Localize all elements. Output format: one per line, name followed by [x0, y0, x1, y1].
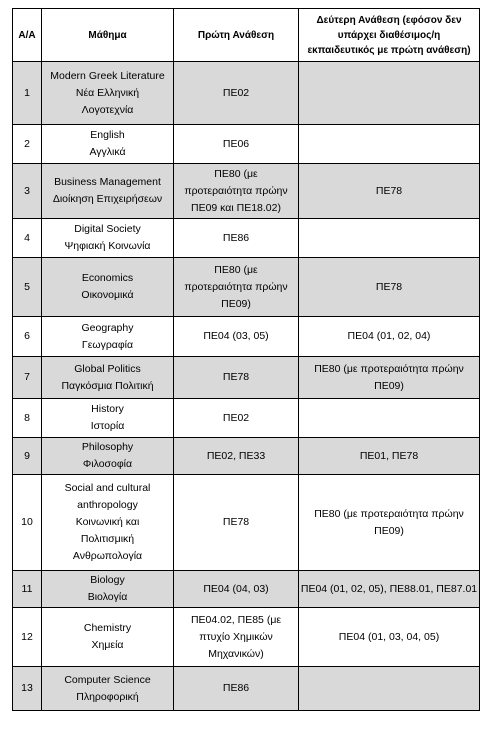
- first-assignment-cell-line: ΠΕ78: [222, 371, 250, 383]
- second-assignment-cell: [299, 667, 480, 711]
- first-assignment-cell: [174, 608, 299, 667]
- second-assignment-cell: [299, 571, 480, 608]
- subject-cell: [42, 438, 174, 475]
- second-assignment-cell: [299, 438, 480, 475]
- subject-cell-line: Αγγλικά: [89, 146, 126, 158]
- first-assignment-cell-line: ΠΕ02: [222, 411, 250, 424]
- second-assignment-cell-line: ΠΕ01, ΠΕ78: [359, 449, 419, 462]
- subject-cell: [42, 571, 174, 608]
- subject-cell-line: Βιολογία: [87, 591, 128, 603]
- row-number: 6: [13, 317, 42, 357]
- subject-cell-line: Computer Science: [64, 673, 151, 686]
- first-assignment-cell-line: προτεραιότητα πρώην: [184, 280, 288, 293]
- subject-cell-line: Διοίκηση Επιχειρήσεων: [52, 193, 163, 205]
- subject-cell: [42, 317, 174, 357]
- first-assignment-cell-line: Μηχανικών): [208, 647, 264, 660]
- subject-cell: [42, 357, 174, 399]
- first-assignment-cell-line: ΠΕ86: [222, 682, 250, 694]
- table-row: [13, 219, 480, 258]
- row-number: 3: [13, 164, 42, 219]
- second-assignment-cell: [299, 399, 480, 438]
- first-assignment-cell: [174, 438, 299, 475]
- subject-cell-line: Πληροφορική: [76, 690, 139, 703]
- subject-cell-line: Νέα Ελληνική: [75, 86, 140, 99]
- table-row: [13, 258, 480, 317]
- first-assignment-cell: [174, 475, 299, 571]
- subject-cell: [42, 475, 174, 571]
- first-assignment-cell: [174, 571, 299, 608]
- first-assignment-cell-line: πτυχίο Χημικών: [199, 630, 273, 643]
- header-second-line: Δεύτερη Ανάθεση (εφόσον δεν: [316, 14, 462, 26]
- subject-cell: [42, 62, 174, 125]
- table-row: [13, 317, 480, 357]
- first-assignment-cell-line: ΠΕ80 (με: [214, 167, 258, 180]
- first-assignment-cell-line: ΠΕ02: [222, 86, 250, 99]
- subject-cell-line: Κοινωνική και: [75, 516, 140, 528]
- row-number: 2: [13, 125, 42, 164]
- second-assignment-cell: [299, 608, 480, 667]
- subject-cell-line: Geography: [81, 321, 134, 334]
- first-assignment-cell-line: ΠΕ86: [222, 231, 250, 244]
- subject-cell-line: Social and cultural: [64, 482, 151, 494]
- second-assignment-cell: [299, 475, 480, 571]
- subject-cell-line: Λογοτεχνία: [81, 103, 134, 116]
- second-assignment-cell: [299, 164, 480, 219]
- table-row: [13, 475, 480, 571]
- table-row: [13, 667, 480, 711]
- header-second-line: υπάρχει διαθέσιμος/η: [337, 29, 441, 41]
- header-aa: A/A: [13, 9, 42, 62]
- second-assignment-cell: [299, 219, 480, 258]
- row-number: 8: [13, 399, 42, 438]
- subject-cell-line: History: [91, 403, 124, 415]
- first-assignment-cell: [174, 219, 299, 258]
- row-number: 11: [13, 571, 42, 608]
- first-assignment-cell-line: ΠΕ80 (με: [214, 263, 258, 276]
- table-row: [13, 438, 480, 475]
- subject-cell-line: Chemistry: [83, 622, 132, 634]
- second-assignment-cell-line: ΠΕ78: [375, 280, 403, 293]
- header-second-line: εκπαιδευτικός με πρώτη ανάθεση): [307, 44, 471, 56]
- table-row: [13, 357, 480, 399]
- table-row: [13, 125, 480, 164]
- row-number: 1: [13, 62, 42, 125]
- row-number: 13: [13, 667, 42, 711]
- first-assignment-cell: [174, 667, 299, 711]
- row-number: 4: [13, 219, 42, 258]
- first-assignment-cell: [174, 62, 299, 125]
- subject-cell-line: Philosophy: [81, 441, 134, 453]
- subject-cell-line: Global Politics: [74, 362, 141, 375]
- second-assignment-cell-line: ΠΕ04 (01, 02, 05), ΠΕ88.01, ΠΕ87.01: [300, 582, 478, 595]
- second-assignment-cell-line: ΠΕ09): [374, 379, 404, 392]
- subject-cell-line: Economics: [81, 272, 134, 284]
- subject-cell-line: English: [90, 129, 125, 141]
- subject-cell-line: Χημεία: [91, 639, 124, 651]
- subject-cell: [42, 125, 174, 164]
- first-assignment-cell-line: ΠΕ06: [222, 137, 250, 150]
- table-row: [13, 399, 480, 438]
- subject-cell-line: anthropology: [77, 499, 138, 511]
- table-row: [13, 608, 480, 667]
- assignment-table: [12, 8, 480, 711]
- first-assignment-cell-line: ΠΕ04 (03, 05): [203, 330, 269, 342]
- subject-cell: [42, 164, 174, 219]
- table-row: [13, 164, 480, 219]
- second-assignment-cell: [299, 258, 480, 317]
- row-number: 10: [13, 475, 42, 571]
- second-assignment-cell: [299, 357, 480, 399]
- row-number: 12: [13, 608, 42, 667]
- header-second-assignment: [299, 9, 480, 62]
- subject-cell-line: Φιλοσοφία: [82, 458, 133, 470]
- first-assignment-cell-line: ΠΕ09): [221, 297, 251, 310]
- first-assignment-cell: [174, 164, 299, 219]
- subject-cell-line: Πολιτισμική: [80, 533, 135, 545]
- first-assignment-cell-line: ΠΕ02, ΠΕ33: [206, 449, 266, 462]
- row-number: 9: [13, 438, 42, 475]
- second-assignment-cell-line: ΠΕ04 (01, 02, 04): [347, 330, 431, 342]
- row-number: 5: [13, 258, 42, 317]
- table-row: [13, 571, 480, 608]
- row-number: 7: [13, 357, 42, 399]
- second-assignment-cell-line: ΠΕ09): [374, 524, 404, 537]
- subject-cell-line: Digital Society: [74, 223, 141, 235]
- header-first-assignment: Πρώτη Ανάθεση: [174, 9, 299, 62]
- first-assignment-cell-line: ΠΕ04 (04, 03): [203, 582, 269, 595]
- second-assignment-cell-line: ΠΕ80 (με προτεραιότητα πρώην: [314, 507, 464, 520]
- second-assignment-cell: [299, 317, 480, 357]
- subject-cell-line: Biology: [90, 574, 125, 586]
- first-assignment-cell-line: ΠΕ04.02, ΠΕ85 (με: [190, 613, 282, 626]
- subject-cell: [42, 219, 174, 258]
- subject-cell-line: Οικονομικά: [81, 289, 134, 301]
- subject-cell: [42, 608, 174, 667]
- header-subject: Μάθημα: [42, 9, 174, 62]
- subject-cell-line: Παγκόσμια Πολιτική: [61, 379, 154, 392]
- subject-cell: [42, 667, 174, 711]
- table-header-row: [13, 9, 480, 62]
- second-assignment-cell: [299, 125, 480, 164]
- first-assignment-cell: [174, 357, 299, 399]
- subject-cell-line: Business Management: [54, 176, 161, 188]
- second-assignment-cell-line: ΠΕ80 (με προτεραιότητα πρώην: [314, 362, 464, 375]
- first-assignment-cell: [174, 317, 299, 357]
- subject-cell-line: Modern Greek Literature: [50, 69, 165, 82]
- subject-cell-line: Ιστορία: [90, 420, 125, 432]
- second-assignment-cell-line: ΠΕ04 (01, 03, 04, 05): [338, 630, 440, 643]
- first-assignment-cell: [174, 399, 299, 438]
- second-assignment-cell: [299, 62, 480, 125]
- subject-cell-line: Ανθρωπολογία: [72, 550, 143, 562]
- table-row: [13, 62, 480, 125]
- first-assignment-cell-line: ΠΕ09 και ΠΕ18.02): [191, 201, 281, 214]
- second-assignment-cell-line: ΠΕ78: [375, 184, 403, 197]
- subject-cell-line: Γεωγραφία: [81, 338, 134, 351]
- first-assignment-cell-line: ΠΕ78: [222, 516, 250, 528]
- first-assignment-cell: [174, 125, 299, 164]
- subject-cell-line: Ψηφιακή Κοινωνία: [64, 240, 151, 252]
- subject-cell: [42, 258, 174, 317]
- subject-cell: [42, 399, 174, 438]
- first-assignment-cell-line: προτεραιότητα πρώην: [184, 184, 288, 197]
- first-assignment-cell: [174, 258, 299, 317]
